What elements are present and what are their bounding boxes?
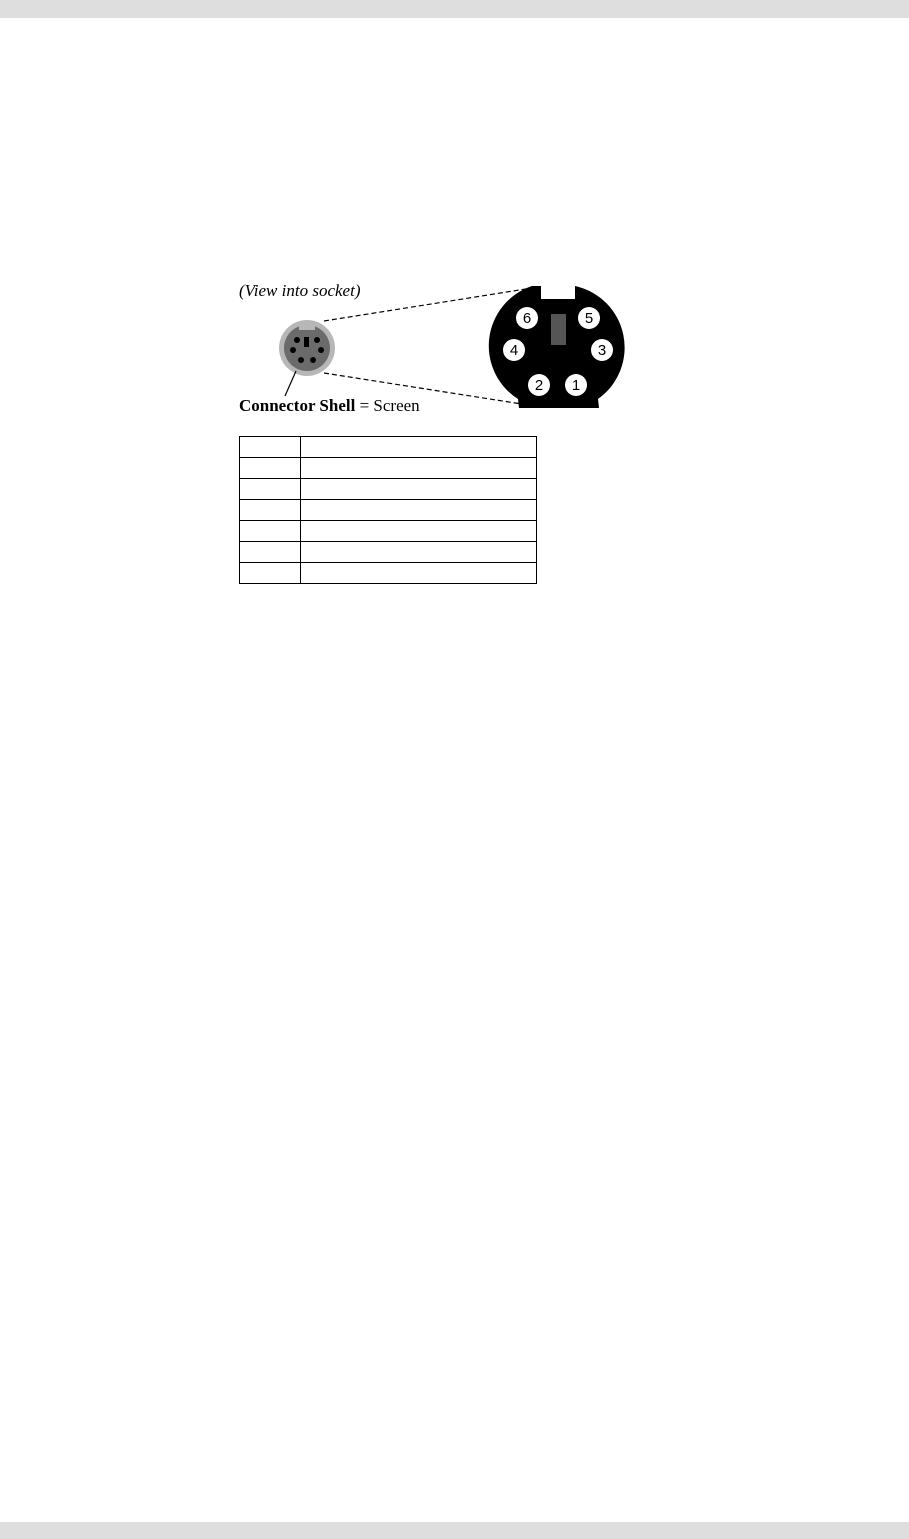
signal-cell [301, 542, 537, 563]
pin-2-badge [528, 374, 550, 396]
pin-2-label: 2 [534, 377, 544, 394]
pin-3-badge [591, 339, 613, 361]
pin-cell [240, 563, 301, 584]
pin-5-badge [578, 307, 600, 329]
pin-1-badge [565, 374, 587, 396]
table-row [240, 563, 537, 584]
socket-key [551, 314, 566, 345]
signal-cell [301, 500, 537, 521]
signal-cell [301, 521, 537, 542]
table-row [240, 479, 537, 500]
table-row [240, 521, 537, 542]
pin-cell [240, 500, 301, 521]
connector-shell-label: Connector Shell [239, 396, 356, 415]
pin-cell [240, 542, 301, 563]
table-row [240, 500, 537, 521]
signal-cell [301, 563, 537, 584]
small-connector-icon [279, 320, 335, 376]
pin-cell [240, 521, 301, 542]
table-row [240, 458, 537, 479]
signal-cell [301, 479, 537, 500]
pin-6-badge [516, 307, 538, 329]
page-footer-bar [0, 1522, 909, 1539]
shell-leader-line [285, 371, 296, 396]
signal-cell [301, 437, 537, 458]
pin-3-label: 3 [597, 342, 607, 359]
pin-4-label: 4 [509, 342, 519, 359]
table-row [240, 542, 537, 563]
pin-5-label: 5 [584, 310, 594, 327]
pin-cell [240, 458, 301, 479]
pin-assignment-table [239, 436, 537, 584]
view-into-socket-caption: (View into socket) [239, 281, 361, 300]
pin-6-label: 6 [522, 310, 532, 327]
connector-shell-caption [239, 396, 420, 416]
pin-4-badge [503, 339, 525, 361]
pin-cell [240, 479, 301, 500]
pin-1-label: 1 [571, 377, 581, 394]
signal-cell [301, 458, 537, 479]
pin-cell [240, 437, 301, 458]
table-row [240, 437, 537, 458]
screen-label: = Screen [355, 396, 420, 415]
